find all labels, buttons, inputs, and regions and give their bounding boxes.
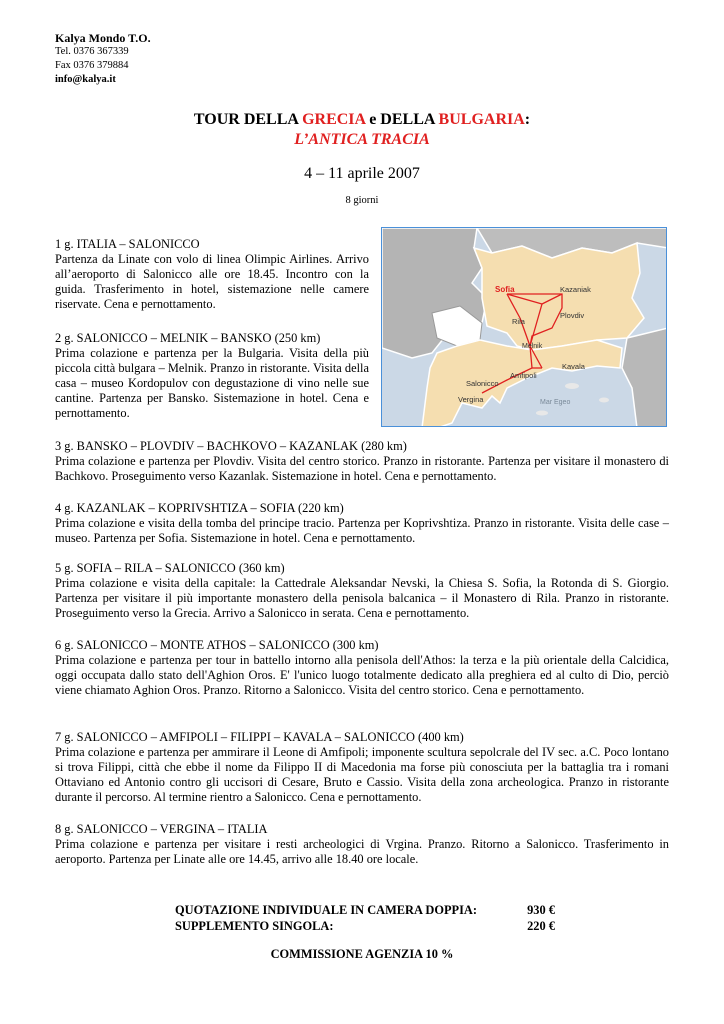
map-label-kavala: Kavala — [562, 362, 585, 371]
tour-dates: 4 – 11 aprile 2007 — [304, 165, 420, 182]
map-label-vergina: Vergina — [458, 395, 484, 404]
day-text: Prima colazione e partenza per ammirare il Leone di Amfipoli; imponente scultura sepolcrale del IV sec. a.C. Poco lontano si trova Filippi, città che ebbe il nome da Filippo II di Macedonia ma forse più conosciuta per la battaglia tra i romani Ottaviano ed Antonio contro gli uccisori di Cesare, Bruto e Cassio. Visita della zona archeologica. Pranzo in ristorante durante il percorso. Al termine rientro a Salonicco. Cena e pernottamento. — [55, 744, 669, 804]
day-1 — [55, 237, 369, 312]
company-email: info@kalya.it — [55, 74, 116, 85]
quotation-single-value: 220 € — [527, 919, 555, 933]
day-3 — [55, 439, 669, 484]
day-text: Prima colazione e partenza per Plovdiv. Visita del centro storico. Pranzo in ristorante. Partenza per visitare il monastero di Bachkovo. Proseguimento verso Kazanlak. Sistemazione in hotel. Cena e pernottamento. — [55, 453, 669, 483]
day-text: Prima colazione e partenza per visitare i resti archeologici di Vrgina. Pranzo. Ritorno a Salonicco. Trasferimento in aeroporto. Partenza per Linate alle ore 14.45, arrivo alle 18.40 ore locale. — [55, 836, 669, 866]
route-map — [381, 227, 667, 427]
day-heading: 3 g. BANSKO – PLOVDIV – BACHKOVO – KAZANLAK (280 km) — [55, 439, 407, 453]
quotation-double-row — [175, 902, 555, 918]
day-text: Partenza da Linate con volo di linea Olimpic Airlines. Arrivo all’aeroporto di Salonicco alle ore 18.45. Incontro con la guida. Trasferimento in hotel, sistemazione nelle camere riservate. Cena e pernottamento. — [55, 251, 369, 311]
day-text: Prima colazione e partenza per tour in battello intorno alla penisola dell'Athos: la terza e la più orientale della Calcidica, oggi occupata dallo stato dell'Aghion Oros. E' l'unico luogo totalmente dedicato alla preghiera ed al culto di Dio, perciò viene chiamato Aghion Oros. Pranzo. Ritorno a Salonicco. Visita del centro storico. Cena e pernottamento. — [55, 652, 669, 697]
map-neighbor-east — [622, 328, 667, 427]
quotation-single-row — [175, 918, 555, 934]
quotation-double-label: QUOTAZIONE INDIVIDUALE IN CAMERA DOPPIA: — [175, 903, 477, 917]
day-text: Prima colazione e partenza per la Bulgaria. Visita della più piccola città bulgara – Melnik. Pranzo in ristorante. Visita della casa – museo Kordopulov con degustazione di vino nelle sue cantine. Partenza per Bansko. Sistemazione in hotel. Cena e pernottamento. — [55, 345, 369, 420]
title-part3: : — [524, 111, 531, 128]
day-6 — [55, 638, 669, 698]
map-label-mar-egeo: Mar Egeo — [540, 399, 571, 406]
day-heading: 5 g. SOFIA – RILA – SALONICCO (360 km) — [55, 561, 285, 575]
company-header — [55, 31, 151, 87]
map-island — [536, 411, 548, 416]
day-heading: 2 g. SALONICCO – MELNIK – BANSKO (250 km) — [55, 331, 321, 345]
day-8 — [55, 822, 669, 867]
day-heading: 7 g. SALONICCO – AMFIPOLI – FILIPPI – KAVALA – SALONICCO (400 km) — [55, 730, 464, 744]
map-svg — [382, 228, 667, 427]
day-heading: 6 g. SALONICCO – MONTE ATHOS – SALONICCO (300 km) — [55, 638, 379, 652]
day-7 — [55, 730, 669, 805]
map-label-plovdiv: Plovdiv — [560, 311, 585, 320]
day-heading: 4 g. KAZANLAK – KOPRIVSHTIZA – SOFIA (220 km) — [55, 501, 344, 515]
map-label-rila: Rila — [512, 317, 525, 326]
day-4 — [55, 501, 669, 546]
day-text: Prima colazione e visita della capitale: la Cattedrale Aleksandar Nevski, la Chiesa S. Sofia, la Rotonda di S. Giorgio. Partenza per visitare il più importante monastero della penisola balcanica – il Monastero di Rila. Pranzo in ristorante. Proseguimento verso la Grecia. Arrivo a Salonicco in serata. Cena e pernottamento. — [55, 575, 669, 620]
tour-subtitle: L’ANTICA TRACIA — [294, 131, 430, 148]
title-part2: e DELLA — [365, 111, 439, 128]
map-label-melnik: Melnik — [522, 343, 543, 350]
map-label-kazaniak: Kazaniak — [560, 285, 591, 294]
map-label-amfipoli: Amfipoli — [510, 371, 537, 380]
tour-title — [0, 111, 724, 129]
quotation-double-value: 930 € — [527, 903, 555, 917]
quotation-block — [175, 902, 555, 934]
title-greece: GRECIA — [302, 111, 366, 128]
title-bulgaria: BULGARIA — [438, 111, 525, 128]
day-heading: 8 g. SALONICCO – VERGINA – ITALIA — [55, 822, 268, 836]
company-tel: Tel. 0376 367339 — [55, 46, 129, 57]
map-label-sofia: Sofia — [495, 285, 515, 294]
map-bulgaria — [474, 243, 644, 350]
company-name: Kalya Mondo T.O. — [55, 31, 151, 45]
map-greece — [422, 340, 622, 427]
company-fax: Fax 0376 379884 — [55, 60, 129, 71]
quotation-single-label: SUPPLEMENTO SINGOLA: — [175, 919, 334, 933]
title-part1: TOUR DELLA — [193, 111, 303, 128]
day-text: Prima colazione e visita della tomba del principe tracio. Partenza per Koprivshtiza. Pranzo in ristorante. Visita delle case – museo. Partenza per Sofia. Sistemazione in hotel. Cena e pernottamento. — [55, 515, 669, 545]
map-island — [565, 383, 579, 389]
day-2 — [55, 331, 369, 420]
agency-commission: COMMISSIONE AGENZIA 10 % — [270, 947, 454, 961]
day-heading: 1 g. ITALIA – SALONICCO — [55, 237, 200, 251]
map-label-salonicco: Salonicco — [466, 379, 499, 388]
tour-duration: 8 giorni — [345, 195, 379, 206]
day-5 — [55, 561, 669, 621]
map-island — [599, 398, 609, 403]
